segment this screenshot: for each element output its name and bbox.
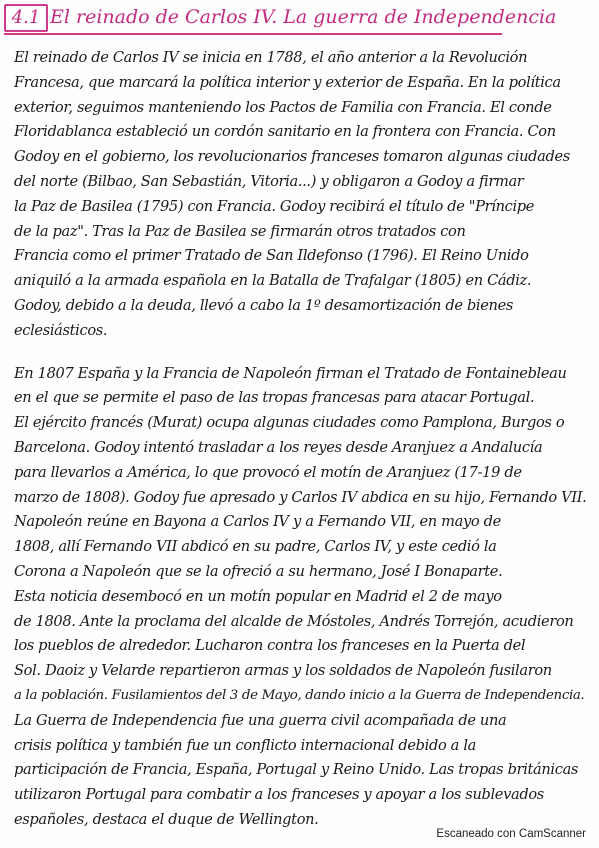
handwritten-body (14, 46, 592, 833)
text-line: El ejército francés (Murat) ocupa algunas ciudades como Pamplona, Burgos o (14, 414, 565, 432)
text-line: Francia como el primer Tratado de San Ildefonso (1796). El Reino Unido (14, 247, 529, 265)
camscanner-watermark: Escaneado con CamScanner (436, 828, 586, 840)
text-line: participación de Francia, España, Portugal y Reino Unido. Las tropas británicas (14, 761, 579, 779)
section-title: El reinado de Carlos IV. La guerra de Independencia (50, 6, 557, 28)
text-line: en el que se permite el paso de las tropas francesas para atacar Portugal. (14, 389, 535, 407)
text-line: eclesiásticos. (14, 321, 108, 339)
paragraph-gap (14, 344, 592, 362)
text-line: del norte (Bilbao, San Sebastián, Vitoria...) y obligaron a Godoy a firmar (14, 172, 524, 190)
section-header (4, 4, 594, 32)
text-line: La Guerra de Independencia fue una guerra civil acompañada de una (14, 711, 507, 729)
paragraph (14, 362, 592, 833)
text-line: de 1808. Ante la proclama del alcalde de Móstoles, Andrés Torrejón, acudieron (14, 612, 574, 630)
text-line: españoles, destaca el duque de Wellington. (14, 810, 319, 828)
text-line: En 1807 España y la Francia de Napoleón firman el Tratado de Fontainebleau (14, 364, 567, 382)
text-line: los pueblos de alrededor. Lucharon contra los franceses en la Puerta del (14, 637, 526, 655)
text-line: Napoleón reúne en Bayona a Carlos IV y a Fernando VII, en mayo de (14, 513, 501, 531)
text-line: Godoy en el gobierno, los revolucionarios franceses tomaron algunas ciudades (14, 148, 570, 166)
paragraph (14, 46, 592, 344)
text-line: Barcelona. Godoy intentó trasladar a los reyes desde Aranjuez a Andalucía (14, 438, 543, 456)
text-line: crisis política y también fue un conflicto internacional debido a la (14, 736, 476, 754)
text-line: aniquiló a la armada española en la Batalla de Trafalgar (1805) en Cádiz. (14, 272, 532, 290)
text-line: Francesa, que marcará la política interior y exterior de España. En la política (14, 73, 561, 91)
text-line: Esta noticia desembocó en un motín popular en Madrid el 2 de mayo (14, 587, 502, 605)
text-line: marzo de 1808). Godoy fue apresado y Carlos IV abdica en su hijo, Fernando VII. (14, 488, 587, 506)
text-line: Corona a Napoleón que se la ofreció a su hermano, José I Bonaparte. (14, 562, 503, 580)
text-line: utilizaron Portugal para combatir a los franceses y apoyar a los sublevados (14, 786, 544, 804)
section-number: 4.1 (4, 4, 48, 32)
text-line: Floridablanca estableció un cordón sanitario en la frontera con Francia. Con (14, 123, 556, 141)
title-underline (4, 33, 502, 35)
text-line: El reinado de Carlos IV se inicia en 1788, el año anterior a la Revolución (14, 49, 528, 66)
text-line: para llevarlos a América, lo que provocó el motín de Aranjuez (17-19 de (14, 463, 522, 481)
text-line: Godoy, debido a la deuda, llevó a cabo la 1º desamortización de bienes (14, 296, 514, 314)
text-line: a la población. Fusilamientos del 3 de Mayo, dando inicio a la Guerra de Independencia. (14, 687, 585, 703)
text-line: de la paz". Tras la Paz de Basilea se firmarán otros tratados con (14, 222, 466, 240)
text-line: 1808, allí Fernando VII abdicó en su padre, Carlos IV, y este cedió la (14, 538, 497, 556)
text-line: Sol. Daoiz y Velarde repartieron armas y los soldados de Napoleón fusilaron (14, 662, 552, 680)
text-line: exterior, seguimos manteniendo los Pactos de Familia con Francia. El conde (14, 98, 552, 116)
text-line: la Paz de Basilea (1795) con Francia. Godoy recibirá el título de "Príncipe (14, 197, 535, 215)
